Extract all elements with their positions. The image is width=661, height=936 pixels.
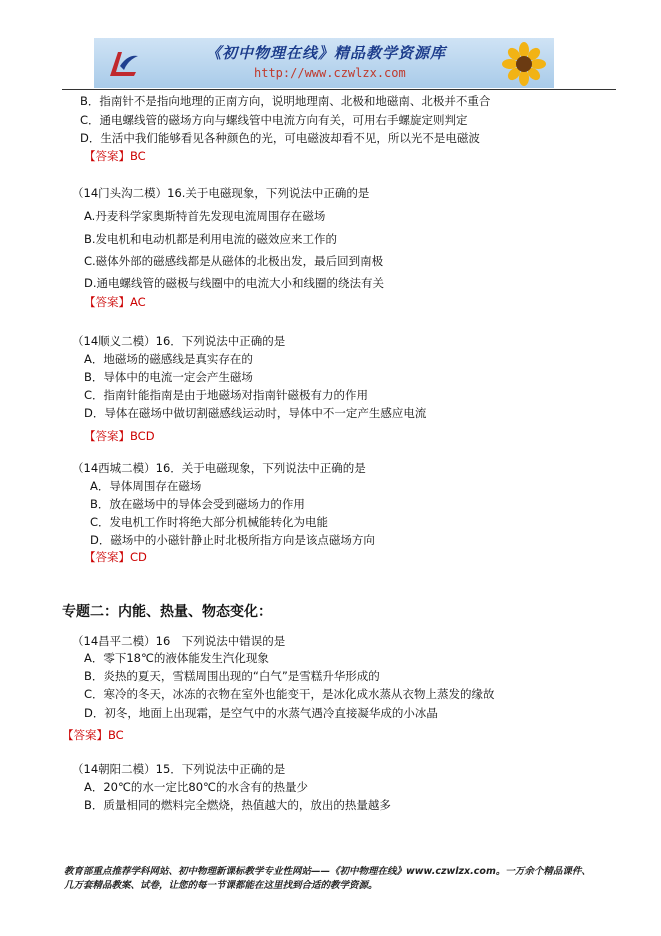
header-banner [94, 38, 554, 88]
answer-line: 【答案】BCD [84, 429, 155, 443]
question-line: A.丹麦科学家奥斯特首先发现电流周围存在磁场 [84, 209, 326, 223]
question-line: （14门头沟二模）16.关于电磁现象，下列说法中正确的是 [72, 186, 370, 200]
site-logo [106, 48, 140, 80]
question-line: A．地磁场的磁感线是真实存在的 [84, 352, 253, 366]
question-line: A．零下18℃的液体能发生汽化现象 [84, 651, 269, 665]
footer-line-2: 几万套精品教案、试卷，让您的每一节课都能在这里找到合适的教学资源。 [64, 880, 378, 891]
question-line: C．寒冷的冬天，冰冻的衣物在室外也能变干，是冰化成水蒸从衣物上蒸发的缘故 [84, 687, 495, 701]
question-line: （14顺义二模）16．下列说法中正确的是 [72, 334, 286, 348]
question-line: D．生活中我们能够看见各种颜色的光，可电磁波却看不见，所以光不是电磁波 [80, 131, 480, 145]
question-line: C．发电机工作时将绝大部分机械能转化为电能 [90, 515, 329, 529]
question-line: （14昌平二模）16 下列说法中错误的是 [72, 634, 286, 648]
question-line: A．导体周围存在磁场 [90, 479, 202, 493]
question-line: D.通电螺线管的磁极与线圈中的电流大小和线圈的绕法有关 [84, 276, 385, 290]
question-line: （14朝阳二模）15．下列说法中正确的是 [72, 762, 286, 776]
question-line: B．放在磁场中的导体会受到磁场力的作用 [90, 497, 305, 511]
question-line: D．磁场中的小磁针静止时北极所指方向是该点磁场方向 [90, 533, 375, 547]
question-line: D．初冬，地面上出现霜，是空气中的水蒸气遇冷直接凝华成的小冰晶 [84, 706, 438, 720]
answer-line: 【答案】AC [84, 295, 146, 309]
sunflower-icon [502, 42, 546, 86]
question-line: B．指南针不是指向地理的正南方向，说明地理南、北极和地磁南、北极并不重合 [80, 94, 491, 108]
header-rule [62, 89, 616, 90]
question-line: C．通电螺线管的磁场方向与螺线管中电流方向有关，可用右手螺旋定则判定 [80, 113, 468, 127]
question-line: D．导体在磁场中做切割磁感线运动时，导体中不一定产生感应电流 [84, 406, 427, 420]
question-line: B．导体中的电流一定会产生磁场 [84, 370, 253, 384]
question-line: C．指南针能指南是由于地磁场对指南针磁极有力的作用 [84, 388, 369, 402]
question-line: A．20℃的水一定比80℃的水含有的热量少 [84, 780, 308, 794]
answer-line: 【答案】CD [84, 550, 147, 564]
banner-title: 《初中物理在线》精品教学资源库 [206, 44, 447, 62]
section-heading: 专题二：内能、热量、物态变化： [62, 604, 272, 620]
footer-line-1: 教育部重点推荐学科网站、初中物理新课标教学专业性网站——《初中物理在线》www.czwlzx.com。一万余个精品课件、 [64, 866, 591, 877]
question-line: B．质量相同的燃料完全燃烧，热值越大的，放出的热量越多 [84, 798, 391, 812]
answer-line: 【答案】BC [62, 728, 124, 742]
question-line: B.发电机和电动机都是利用电流的磁效应来工作的 [84, 232, 338, 246]
answer-line: 【答案】BC [84, 149, 146, 163]
banner-url[interactable]: http://www.czwlzx.com [254, 66, 406, 80]
question-line: C.磁体外部的磁感线都是从磁体的北极出发，最后回到南极 [84, 254, 384, 268]
question-line: B．炎热的夏天，雪糕周围出现的“白气”是雪糕升华形成的 [84, 669, 380, 683]
question-line: （14西城二模）16．关于电磁现象，下列说法中正确的是 [72, 461, 366, 475]
